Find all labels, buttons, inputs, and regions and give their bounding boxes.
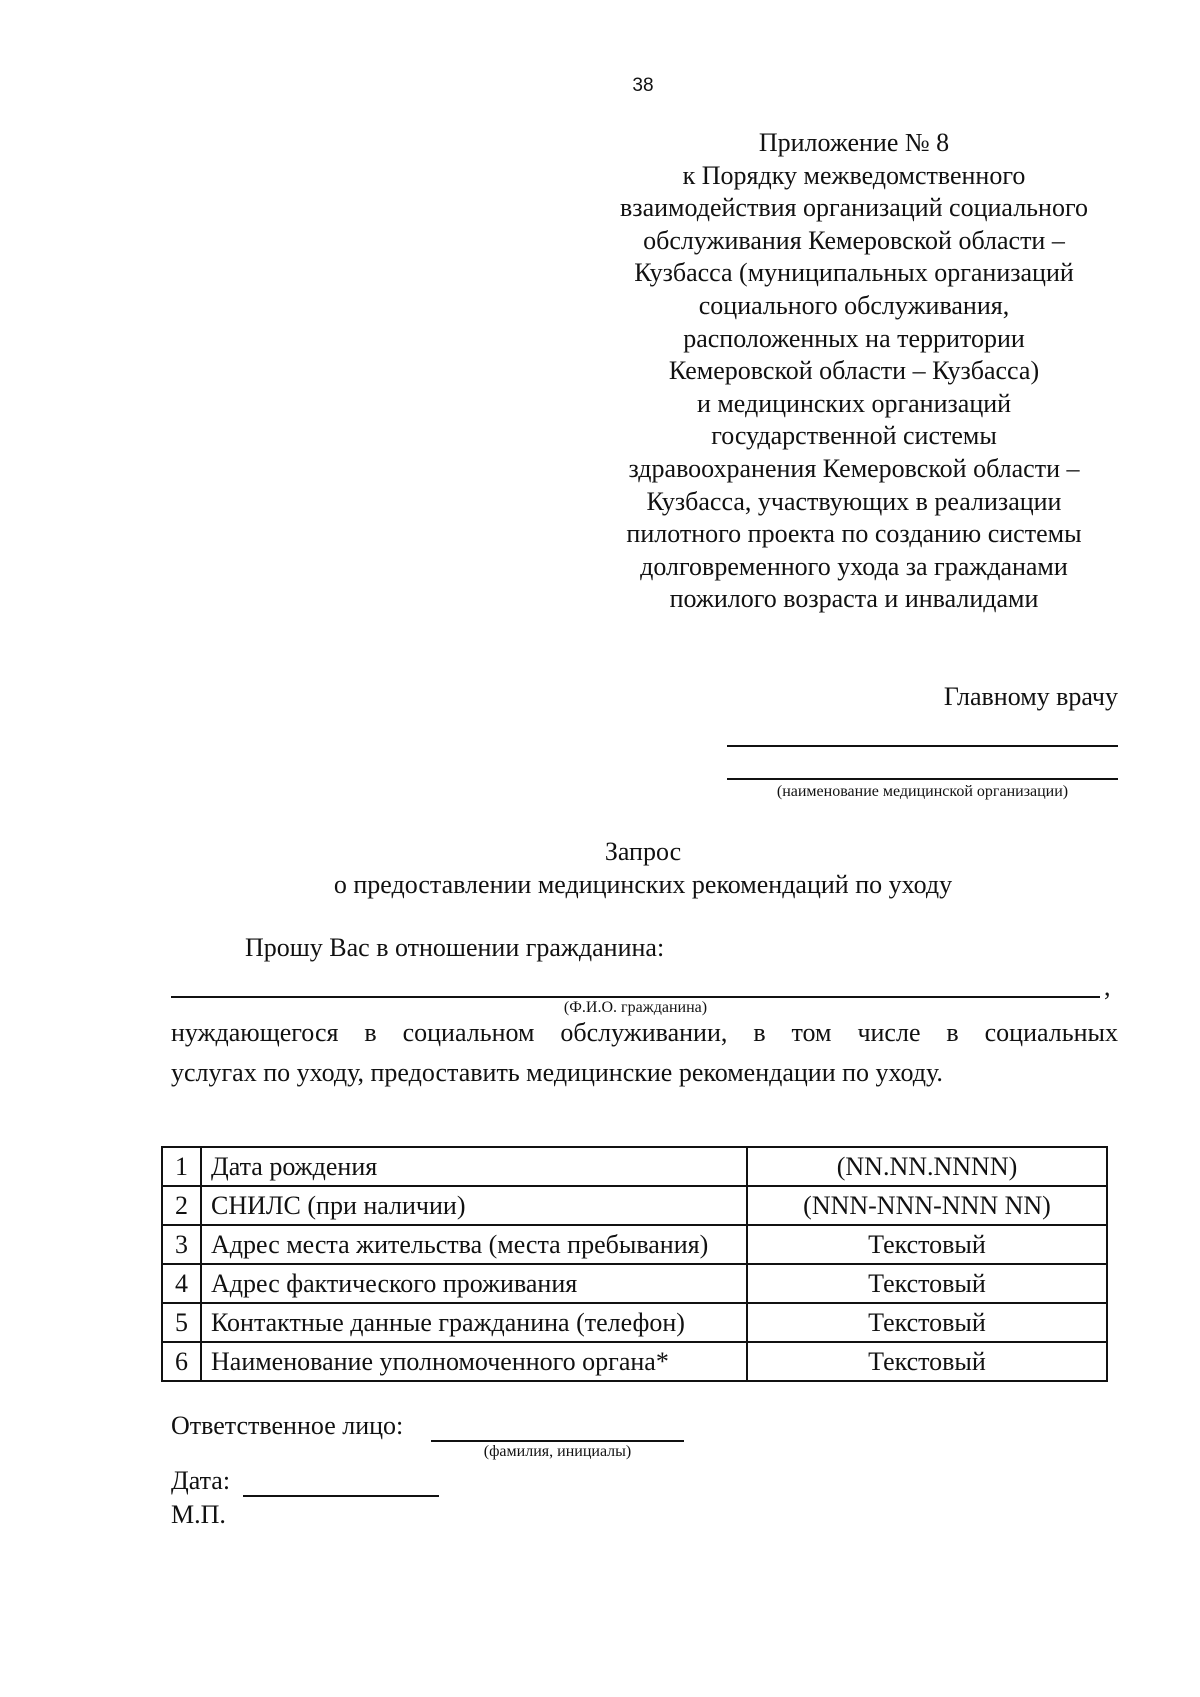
appendix-line: Кузбасса, участвующих в реализации [646,486,1062,516]
row-field-name: Контактные данные гражданина (телефон) [201,1303,747,1342]
table-row [162,1147,1107,1186]
row-field-name: Адрес фактического проживания [201,1264,747,1303]
appendix-line: Приложение № 8 [758,128,950,157]
row-field-format: (NNN-NNN-NNN NN) [747,1186,1107,1225]
table-row [162,1186,1107,1225]
table-row [162,1264,1107,1303]
page-number: 38 [632,75,654,96]
appendix-line: социального обслуживания, [698,290,1010,320]
citizen-line-comma: , [1104,972,1111,1001]
row-number: 2 [162,1186,201,1225]
table-row [162,1342,1107,1381]
row-number: 1 [162,1147,201,1186]
responsible-person-line [431,1440,684,1442]
date-label: Дата: [171,1466,231,1495]
appendix-line: пилотного проекта по созданию системы [626,519,1082,549]
appendix-line: государственной системы [711,421,997,451]
row-field-name: Дата рождения [201,1147,747,1186]
table-row [162,1303,1107,1342]
row-number: 3 [162,1225,201,1264]
appendix-line: долговременного ухода за гражданами [640,551,1068,581]
appendix-line: обслуживания Кемеровской области – [643,225,1065,255]
row-field-name: СНИЛС (при наличии) [201,1186,747,1225]
appendix-line: расположенных на территории [683,323,1025,353]
row-number: 4 [162,1264,201,1303]
appendix-line: взаимодействия организаций социального [620,193,1088,223]
addressee-title: Главному врачу [943,682,1118,711]
citizen-name-caption: (Ф.И.О. гражданина) [563,999,708,1016]
request-body-line-2: услугах по уходу, предоставить медицинские рекомендации по уходу. [171,1058,943,1087]
citizen-name-line [171,996,1100,998]
organization-name-line [727,778,1118,780]
row-field-format: Текстовый [747,1342,1107,1381]
responsible-person-caption: (фамилия, инициалы) [483,1443,632,1460]
row-number: 6 [162,1342,201,1381]
row-field-format: Текстовый [747,1264,1107,1303]
row-field-name: Наименование уполномоченного органа* [201,1342,747,1381]
appendix-line: Кузбасса (муниципальных организаций [634,258,1074,288]
responsible-person-label: Ответственное лицо: [171,1411,404,1440]
appendix-line: здравоохранения Кемеровской области – [628,453,1080,483]
row-number: 5 [162,1303,201,1342]
request-subtitle: о предоставлении медицинских рекомендаций по уходу [333,870,953,899]
row-field-format: Текстовый [747,1303,1107,1342]
appendix-line: и медицинских организаций [696,388,1012,418]
appendix-line: пожилого возраста и инвалидами [669,584,1039,614]
organization-caption: (наименование медицинской организации) [776,783,1069,800]
citizen-data-table [161,1146,1108,1382]
addressee-name-line [727,745,1118,747]
row-field-format: (NN.NN.NNNN) [747,1147,1107,1186]
appendix-line: Кемеровской области – Кузбасса) [668,356,1040,386]
request-intro: Прошу Вас в отношении гражданина: [245,933,665,962]
date-line [243,1495,439,1497]
row-field-format: Текстовый [747,1225,1107,1264]
request-title: Запрос [604,837,682,866]
appendix-header [568,127,1140,616]
seal-label: М.П. [171,1500,226,1529]
appendix-line: к Порядку межведомственного [682,160,1026,190]
request-body-line-1: нуждающегося в социальном обслуживании, в том числе в социальных [171,1018,1118,1047]
table-row [162,1225,1107,1264]
row-field-name: Адрес места жительства (места пребывания) [201,1225,747,1264]
